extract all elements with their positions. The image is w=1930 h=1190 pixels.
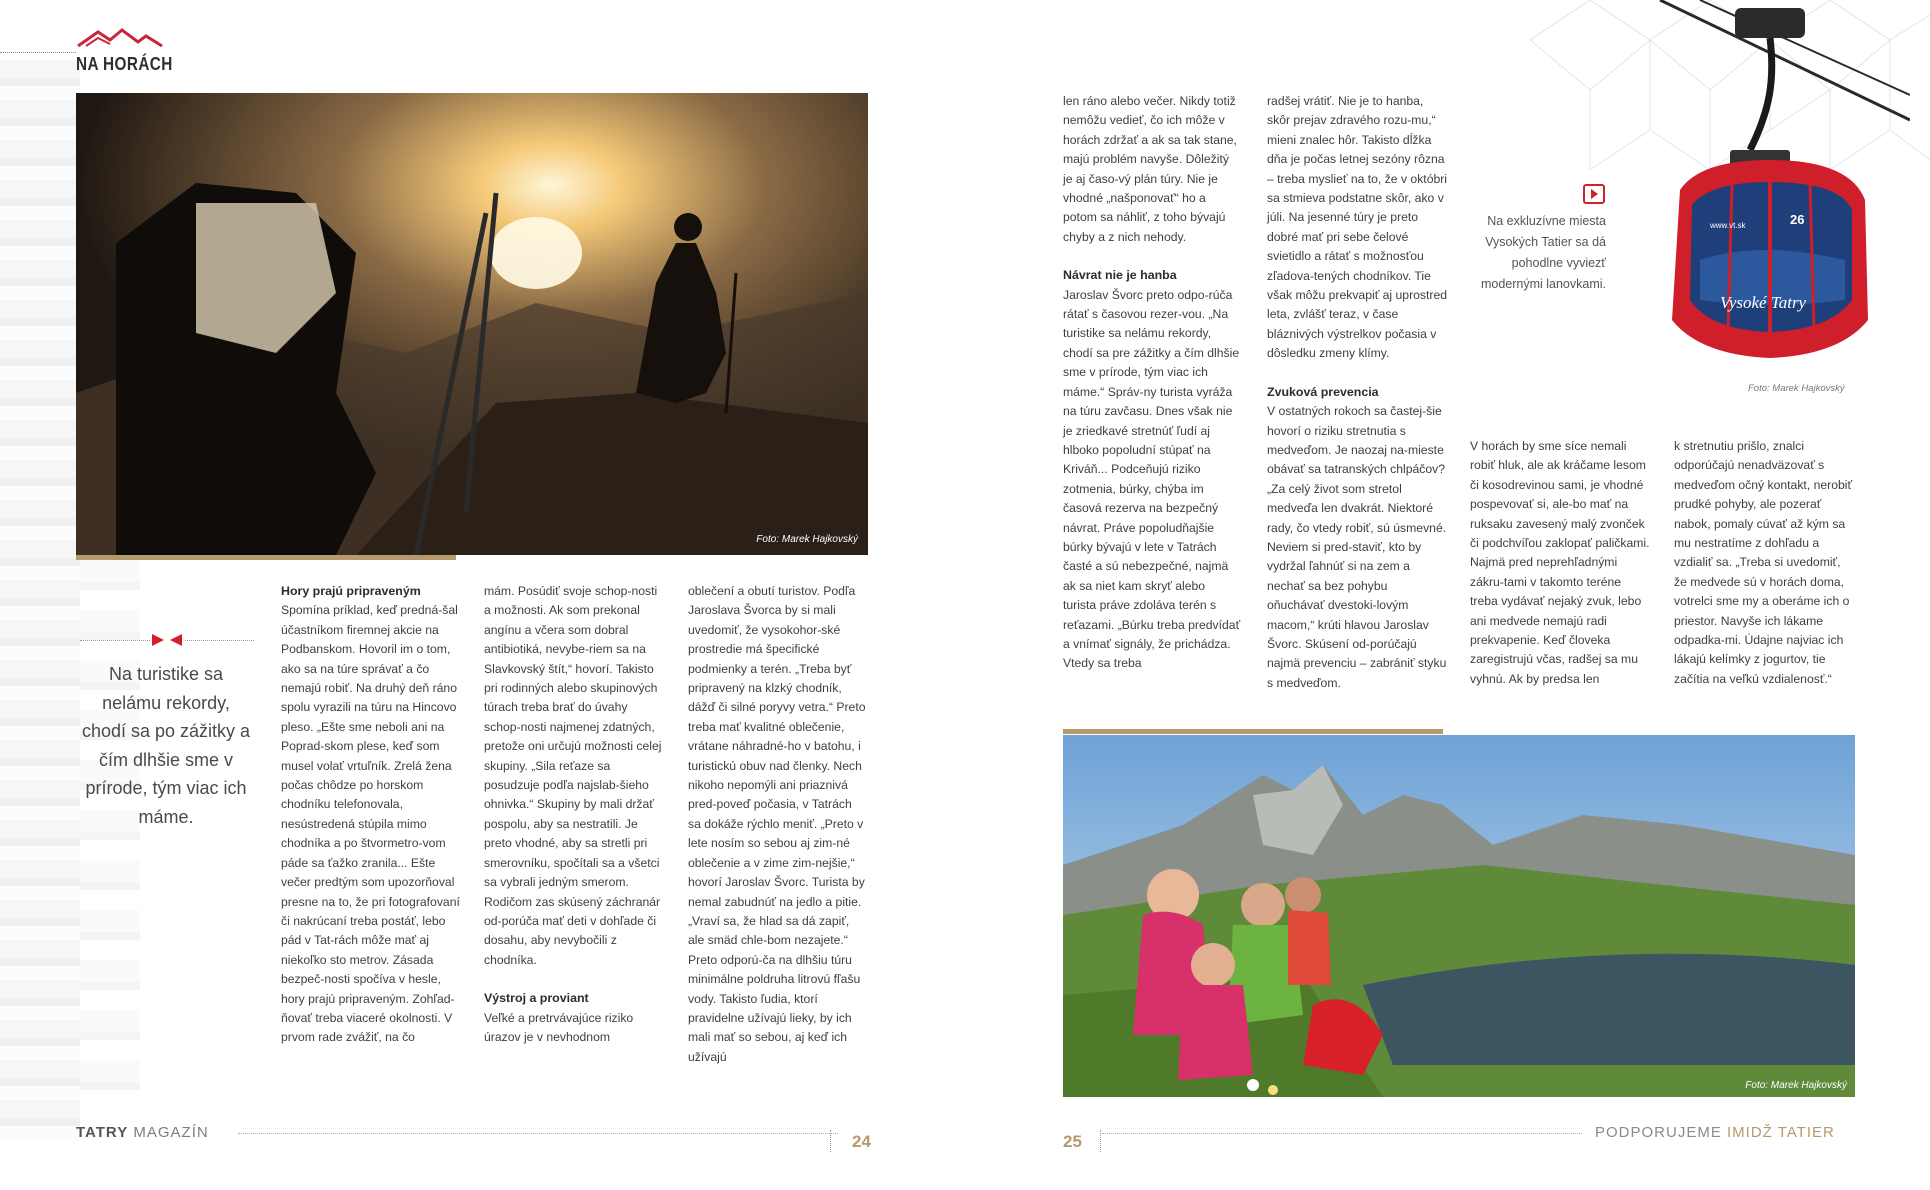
article-column-4 <box>1063 92 1241 674</box>
hikers-photo <box>76 93 868 555</box>
subheading: Výstroj a proviant <box>484 991 589 1006</box>
gondola-url: www.vt.sk <box>1710 221 1746 230</box>
footer-tick <box>830 1130 832 1152</box>
video-caption: Na exkluzívne miesta Vysokých Tatier sa dá pohodlne vyviezť modernými lanovkami. <box>1480 214 1606 291</box>
paragraph: V ostatných rokoch sa častej-šie hovorí o riziku stretnutia s medveďom. Je naozaj na-mieste obávať sa tatranských chlpáčov? „Za celý život som stretol medveďa len dvakrát. Niektoré rady, čo vtedy robiť, sú úsmevné. Neviem si pred-staviť, kto by vydržal ľahnúť si na zem a nechať sa bez pohybu oňuchávať dvestoki-lovým macom,“ krúti hlavou Jaroslav Švorc. Skúsení od-porúčajú najmä prevenciu – zabrániť styku s medveďom. <box>1267 404 1447 690</box>
article-column-6 <box>1470 437 1650 689</box>
article-column-3 <box>688 582 868 1067</box>
pull-quote: Na turistike sa nelámu rekordy, chodí sa po zážitky a čím dlhšie sme v prírode, tým viac ich máme. <box>81 664 251 827</box>
paragraph: k stretnutiu prišlo, znalci odporúčajú nenadväzovať s medveďom očný kontakt, nerobiť prudké pohyby, ale pozerať nabok, pomaly cúvať až kým sa mu nestratíme z dohľadu a vzdialiť sa. „Treba si uvedomiť, že medvede sú v horách doma, votrelci sme my a oberáme ich o priestor. Navyše ich lákame odpadka-mi. Údajne najviac ich lákajú kelímky z jogurtov, tie začítia na veľkú vzdialenosť.“ <box>1674 439 1853 686</box>
photo-credit: Foto: Marek Hajkovský <box>1745 1080 1847 1091</box>
brand-rest: MAGAZÍN <box>128 1124 209 1141</box>
slogan-b: IMIDŽ TATIER <box>1727 1124 1835 1141</box>
article-column-2 <box>484 582 664 1047</box>
magazine-brand <box>76 1124 209 1141</box>
paragraph: Spomína príklad, keď predná-šal účastníkom firemnej akcie na Podbanskom. Hovoril im o tom, ako sa na túre správať a čo nemajú robiť. Na druhý deň ráno spolu vyrazili na túru na Hincovo pleso. „Ešte sme neboli ani na Poprad-skom plese, keď som musel volať vrtuľník. Zrelá žena počas chôdze po horskom chodníku telefonovala, nesústredená stúpila mimo chodníka a po štvormetro-vom páde sa ťažko zranila... Ešte večer predtým som upozorňoval presne na to, že pri fotografovaní či nakrúcaní treba postáť, lebo pád v Tat-rách môže mať aj niekoľko sto metrov. Zásada bezpeč-nosti spočíva v hesle, hory prajú pripraveným. Zohľad-ňovať treba viaceré okolnosti. V prvom rade zvážiť, na čo <box>281 603 460 1045</box>
play-video-icon[interactable] <box>1583 184 1605 204</box>
gondola-sign: Vysoké Tatry <box>1720 293 1807 312</box>
paragraph: Veľké a pretrvávajúce riziko úrazov je v nevhodnom <box>484 1010 634 1044</box>
paragraph: radšej vrátiť. Nie je to hanba, skôr prejav zdravého rozu-mu,“ mieni znalec hôr. Takisto dĺžka dňa je počas letnej sezóny rôzna – treba myslieť na to, že v októbri sa stmieva podstatne skôr, ako v júli. Na jesenné túry je preto dobré mať pri sebe čelové svietidlo a rátať s možnosťou zľadova-tených chodníkov. Tie však môžu prekvapiť aj uprostred leta, zvlášť teraz, v čase bláznivých výstrelkov počasia v dôsledku zmeny klímy. <box>1267 94 1448 361</box>
paragraph: Jaroslav Švorc preto odpo-rúča rátať s časovou rezer-vou. „Na turistike sa nelámu rekordy, chodí sa pre zážitky a čím dlhšie sme v prírode, tým viac ich máme.“ Správ-ny turista vyráža na túru zavčasu. Dnes však nie je zriedkavé stretnúť ľudí aj hlboko popoludní stúpať na Kriváň... Podceňujú riziko zotmenia, búrky, chýba im časová rezerva na bezpečný návrat. Práve popoludňajšie búrky bývajú v lete v Tatrách časté a sú nebezpečné, najmä ak sa niet kam skryť alebo turista práve zdoláva terén s reťazami. „Búrku treba predvídať a vnímať signály, že prichádza. Vtedy sa treba <box>1063 287 1241 671</box>
brand-bold: TATRY <box>76 1124 129 1141</box>
accent-bar <box>76 555 456 560</box>
article-column-1 <box>281 582 461 1048</box>
article-column-7 <box>1674 437 1854 689</box>
lake-photo-art <box>1063 735 1855 1097</box>
gondola-photo <box>1640 0 1910 370</box>
section-title: NA HORÁCH <box>76 54 173 74</box>
decorative-brush <box>0 60 80 1140</box>
paragraph: mám. Posúdiť svoje schop-nosti a možnosti. Ak som prekonal angínu a včera som dobral antibiotiká, nevybe-riem sa na Slavkovský štít,“ hovorí. Takisto pri rodinných alebo skupinových túrach treba brať do úvahy schop-nosti najmenej zdatných, pretože oni určujú možnosti celej skupiny. „Sila reťaze sa posudzuje podľa najslab-šieho ohnivka.“ Skupiny by mali držať pospolu, aby sa nestratili. Je preto vhodné, aby sa stretli pri smerovníku, spočítali sa a všetci sa vybrali jedným smerom. Rodičom zas skúsený záchranár od-porúča mať deti v dohľade či dosahu, aby nevybočili z chodníka. <box>484 584 662 967</box>
page-number-right: 25 <box>1063 1132 1082 1151</box>
subheading: Zvuková prevencia <box>1267 384 1379 399</box>
footer-rule <box>1102 1133 1582 1134</box>
gondola-credit: Foto: Marek Hajkovský <box>1748 383 1845 394</box>
subheading: Návrat nie je hanba <box>1063 268 1177 283</box>
footer-rule <box>238 1133 838 1134</box>
lake-photo <box>1063 735 1855 1097</box>
slogan-a: PODPORUJEME <box>1595 1124 1728 1141</box>
hikers-photo-art <box>76 93 868 555</box>
accent-bar <box>1063 729 1443 734</box>
page-number-left: 24 <box>852 1132 871 1151</box>
mountain-logo-icon <box>76 28 164 50</box>
photo-credit: Foto: Marek Hajkovský <box>756 534 858 545</box>
paragraph: V horách by sme síce nemali robiť hluk, ale ak kráčame lesom či kosodrevinou sami, je vhodné pospevovať si, ale-bo mať na ruksaku zavesený malý zvonček či podchvíľou zaklopať paličkami. Najmä pred neprehľadnými zákru-tami v takomto teréne treba vydávať nejaký zvuk, lebo ani medvede nemajú radi prekvapenie. Keď človeka zaregistrujú včas, radšej sa mu vyhnú. Ak by predsa len <box>1470 439 1650 686</box>
paragraph: oblečení a obutí turistov. Podľa Jaroslava Švorca by si mali uvedomiť, že vysokohor-ské prostredie má špecifické podmienky a terén. „Treba byť pripravený na klzký chodník, dážď či silné poryvy vetra.“ Preto treba mať kvalitné oblečenie, vrátane náhradné-ho v batohu, i turistickú obuv nad členky. Nech nikoho nepomýli ani priaznivá pred-poveď počasia, v Tatrách sa dokáže rýchlo meniť. „Preto v lete nosím so sebou aj zim-né oblečenie a v zime zim-nejšie,“ hovorí Jaroslav Švorc. Turista by nemal zabudnúť na jedlo a pitie. „Vraví sa, že hlad sa dá zapiť, ale smäd chle-bom nezajete.“ Preto odporú-ča na dlhšiu túru minimálne poldruha litrovú fľašu vody. Takisto ľudia, ktorí pravidelne užívajú lieky, by ich mali mať so sebou, aj keď ich užívajú <box>688 584 866 1064</box>
paragraph: len ráno alebo večer. Nikdy totiž nemôžu vedieť, čo ich môže v horách zdržať a ak sa tak stane, majú problém navyše. Dôležitý je aj časo-vý plán túry. Nie je vhodné „našponovať“ ho a potom sa náhliť, z toho bývajú chyby a z nich nehody. <box>1063 94 1237 244</box>
footer-slogan <box>1595 1124 1835 1141</box>
section-rule <box>0 52 76 53</box>
gondola-art <box>1640 0 1910 370</box>
gondola-number: 26 <box>1790 212 1805 227</box>
subheading: Hory prajú pripraveným <box>281 584 421 598</box>
article-column-5 <box>1267 92 1447 693</box>
quote-mark-icon <box>150 632 184 648</box>
